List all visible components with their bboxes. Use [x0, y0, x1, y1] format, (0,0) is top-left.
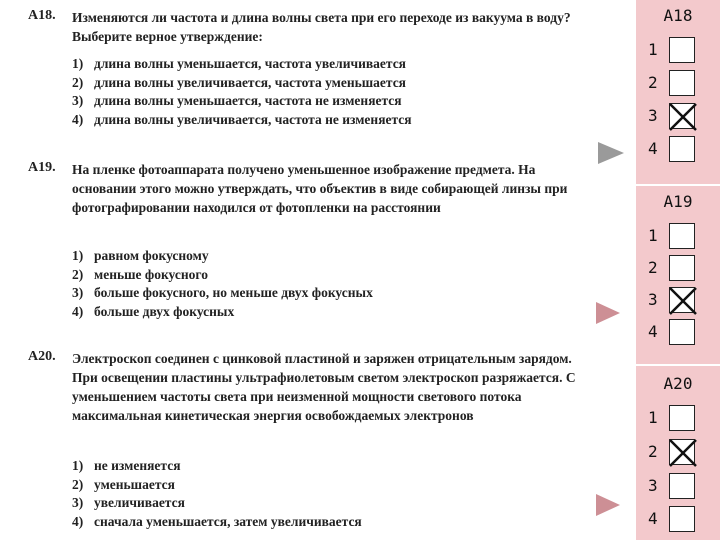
- option-1: 1) не изменяется: [72, 458, 181, 473]
- answer-options: [72, 247, 572, 321]
- choice-row-2[interactable]: 2: [636, 254, 720, 284]
- question-a20: [28, 349, 576, 539]
- option-3: 3) увеличивается: [72, 495, 185, 510]
- option-4: 4) длина волны увеличивается, частота не изменяется: [72, 111, 412, 127]
- choice-row-2[interactable]: 2: [636, 438, 720, 468]
- choice-row-1[interactable]: 1: [636, 36, 720, 66]
- option-3: 3) длина волны уменьшается, частота не изменяется: [72, 93, 402, 108]
- choice-row-1[interactable]: 1: [636, 404, 720, 434]
- question-number: A20.: [28, 349, 56, 364]
- checkbox-checked[interactable]: [669, 439, 695, 465]
- question-text: Изменяются ли частота и длина волны света при его переходе из вакуума в воду? Выберите верное утверждение:: [72, 10, 571, 44]
- panel-title: А18: [663, 6, 693, 25]
- option-2: 2) длина волны увеличивается, частота уменьшается: [72, 74, 406, 90]
- checkbox[interactable]: [669, 319, 695, 345]
- checkbox[interactable]: [669, 255, 695, 281]
- choice-row-2[interactable]: 2: [636, 69, 720, 99]
- checkbox-checked[interactable]: [669, 287, 695, 313]
- answer-panel-a20: [636, 366, 720, 540]
- question-text: На пленке фотоаппарата получено уменьшенное изображение предмета. На основании этого можно утверждать, что объектив в виде собирающей линзы при фотографировании находился от фотопленки на расстоянии: [72, 162, 568, 215]
- choice-row-3[interactable]: 3: [636, 286, 720, 316]
- choice-row-3[interactable]: 3: [636, 102, 720, 132]
- checkbox[interactable]: [669, 37, 695, 63]
- option-4: 4) больше двух фокусных: [72, 303, 235, 319]
- choice-row-4[interactable]: 4: [636, 505, 720, 535]
- answer-options: [72, 55, 572, 129]
- next-arrow-a20[interactable]: [596, 494, 620, 516]
- checkbox[interactable]: [669, 506, 695, 532]
- answer-panel-a18: [636, 0, 720, 184]
- option-2: 2) уменьшается: [72, 476, 175, 492]
- checkbox[interactable]: [669, 223, 695, 249]
- option-1: 1) равном фокусному: [72, 248, 209, 263]
- panel-title: А20: [663, 374, 693, 393]
- question-a19: [28, 160, 568, 330]
- choice-row-4[interactable]: 4: [636, 318, 720, 348]
- question-text: Электроскоп соединен с цинковой пластиной и заряжен отрицательным зарядом. При освещении пластины ультрафиолетовым светом электроскоп разряжается. С уменьшением частоты света при неизменной мощности светового потока максимальная кинетическая энергия освобождаемых электронов: [72, 351, 576, 423]
- answer-options: [72, 457, 572, 531]
- choice-row-3[interactable]: 3: [636, 472, 720, 502]
- panel-title: А19: [663, 192, 693, 211]
- answer-panel-a19: [636, 186, 720, 364]
- choice-row-1[interactable]: 1: [636, 222, 720, 252]
- option-3: 3) больше фокусного, но меньше двух фокусных: [72, 285, 373, 300]
- option-1: 1) длина волны уменьшается, частота увеличивается: [72, 56, 406, 71]
- checkbox[interactable]: [669, 136, 695, 162]
- cross-mark-icon: [668, 438, 698, 468]
- next-arrow-a19[interactable]: [596, 302, 620, 324]
- question-number: A18.: [28, 8, 56, 23]
- cross-mark-icon: [668, 286, 698, 316]
- checkbox[interactable]: [669, 70, 695, 96]
- option-4: 4) сначала уменьшается, затем увеличивается: [72, 513, 362, 529]
- checkbox[interactable]: [669, 473, 695, 499]
- question-a18: [28, 8, 571, 138]
- question-number: A19.: [28, 160, 56, 175]
- choice-row-4[interactable]: 4: [636, 135, 720, 165]
- option-2: 2) меньше фокусного: [72, 266, 208, 282]
- checkbox[interactable]: [669, 405, 695, 431]
- next-arrow-a18[interactable]: [598, 142, 624, 164]
- checkbox-checked[interactable]: [669, 103, 695, 129]
- cross-mark-icon: [668, 102, 698, 132]
